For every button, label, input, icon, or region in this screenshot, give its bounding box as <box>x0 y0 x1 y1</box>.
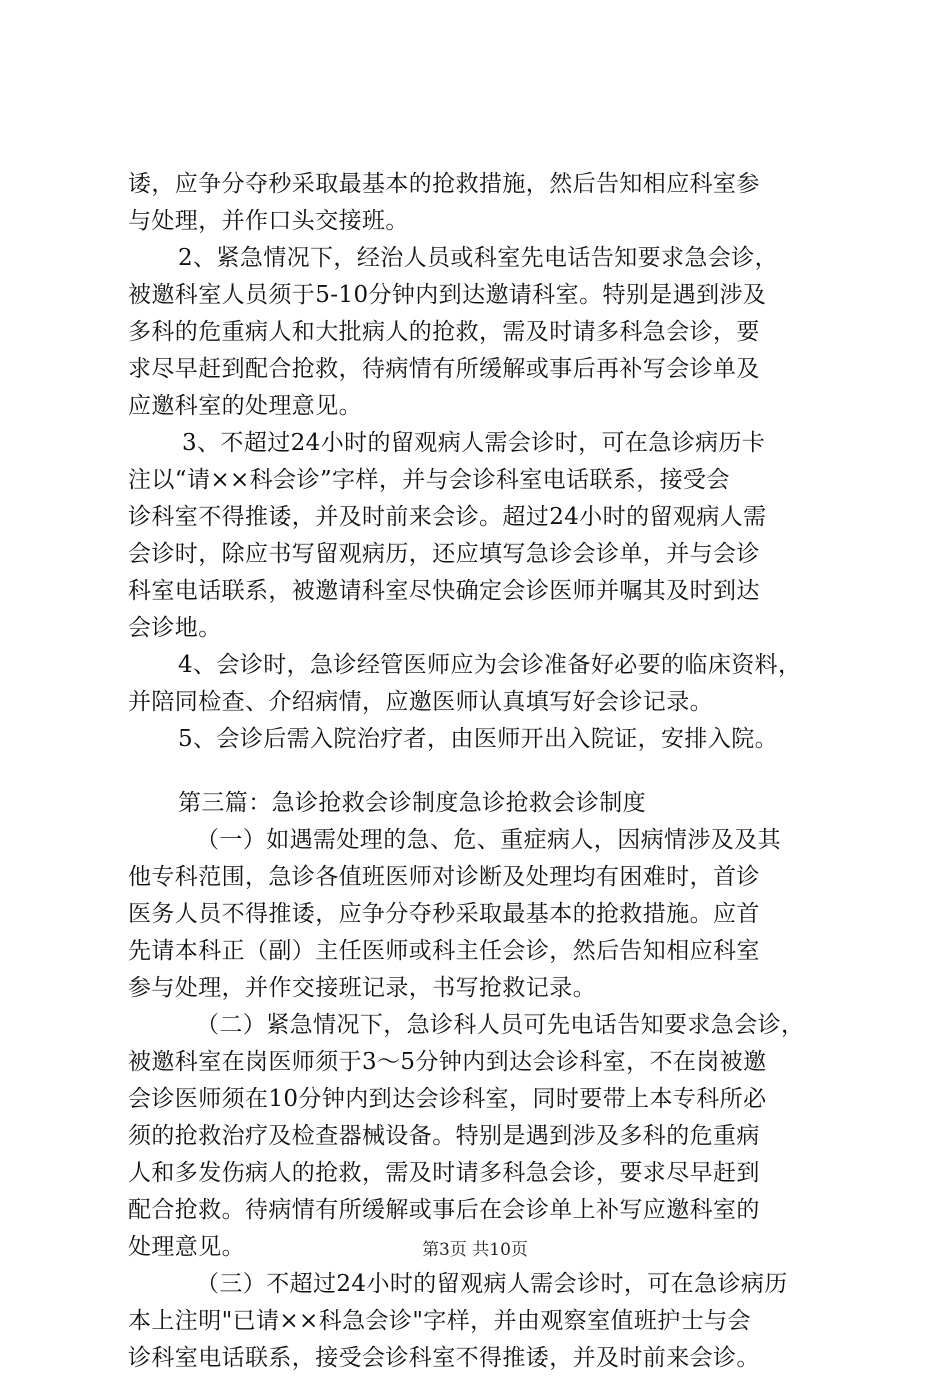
document-body <box>128 166 840 1377</box>
section-title: 第三篇：急诊抢救会诊制度急诊抢救会诊制度 <box>178 790 646 816</box>
text-line: 会诊时，除应书写留观病历，还应填写急诊会诊单，并与会诊 <box>128 541 760 567</box>
text-line: （一）如遇需处理的急、危、重症病人，因病情涉及及其 <box>196 827 781 853</box>
text-line: 参与处理，并作交接班记录，书写抢救记录。 <box>128 975 596 1001</box>
text-line: 诊科室不得推诿，并及时前来会诊。超过24小时的留观病人需 <box>128 504 767 530</box>
text-line: 会诊地。 <box>128 615 222 641</box>
page-footer <box>0 1238 950 1262</box>
text-line: （二）紧急情况下，急诊科人员可先电话告知要求急会诊， <box>196 1012 805 1038</box>
text-line: 被邀科室人员须于5-10分钟内到达邀请科室。特别是遇到涉及 <box>128 282 767 308</box>
text-line: 科室电话联系，被邀请科室尽快确定会诊医师并嘱其及时到达 <box>128 578 760 604</box>
text-line: 被邀科室在岗医师须于3～5分钟内到达会诊科室，不在岗被邀 <box>128 1049 767 1075</box>
text-line: 应邀科室的处理意见。 <box>128 393 362 419</box>
text-line: 先请本科正（副）主任医师或科主任会诊，然后告知相应科室 <box>128 938 760 964</box>
text-line: 并陪同检查、介绍病情，应邀医师认真填写好会诊记录。 <box>128 689 713 715</box>
paragraph-gap <box>128 758 840 785</box>
page-number: 第3页 共10页 <box>422 1240 528 1260</box>
text-line: 须的抢救治疗及检查器械设备。特别是遇到涉及多科的危重病 <box>128 1123 760 1149</box>
text-line: 3、不超过24小时的留观病人需会诊时，可在急诊病历卡 <box>182 430 766 456</box>
text-line: 本上注明"已请××科急会诊"字样，并由观察室值班护士与会 <box>128 1308 751 1334</box>
text-line: 5、会诊后需入院治疗者，由医师开出入院证，安排入院。 <box>178 726 779 752</box>
text-line: 他专科范围，急诊各值班医师对诊断及处理均有困难时，首诊 <box>128 864 760 890</box>
text-line: 注以“请××科会诊”字样，并与会诊科室电话联系，接受会 <box>128 467 730 493</box>
text-line: 2、紧急情况下，经治人员或科室先电话告知要求急会诊， <box>178 245 779 271</box>
text-line: 4、会诊时，急诊经管医师应为会诊准备好必要的临床资料， <box>178 652 802 678</box>
text-line: 处理意见。 <box>128 1234 245 1260</box>
text-line: 配合抢救。待病情有所缓解或事后在会诊单上补写应邀科室的 <box>128 1197 760 1223</box>
text-line: 诊科室电话联系，接受会诊科室不得推诿，并及时前来会诊。 <box>128 1345 760 1371</box>
text-line: 人和多发伤病人的抢救，需及时请多科急会诊，要求尽早赶到 <box>128 1160 760 1186</box>
text-line: 与处理，并作口头交接班。 <box>128 208 409 234</box>
text-line: 医务人员不得推诿，应争分夺秒采取最基本的抢救措施。应首 <box>128 901 760 927</box>
text-line: 求尽早赶到配合抢救，待病情有所缓解或事后再补写会诊单及 <box>128 356 760 382</box>
text-line: （三）不超过24小时的留观病人需会诊时，可在急诊病历 <box>196 1271 788 1297</box>
text-line: 多科的危重病人和大批病人的抢救，需及时请多科急会诊，要 <box>128 319 760 345</box>
text-line: 诿，应争分夺秒采取最基本的抢救措施，然后告知相应科室参 <box>128 171 760 197</box>
text-line: 会诊医师须在10分钟内到达会诊科室，同时要带上本专科所必 <box>128 1086 767 1112</box>
